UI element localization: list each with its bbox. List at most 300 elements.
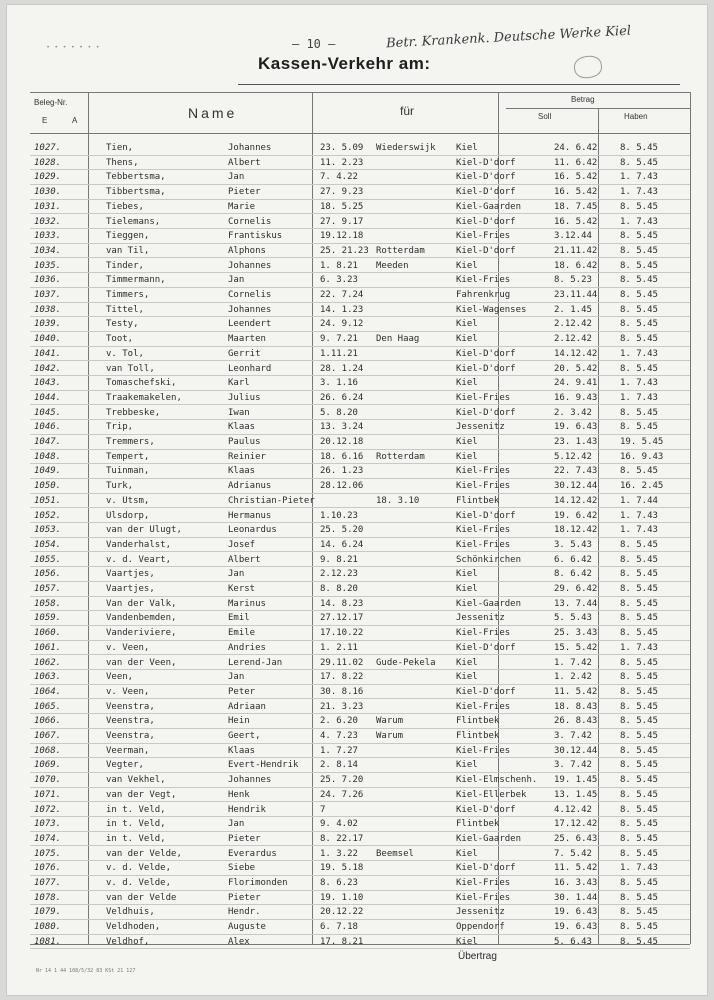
row-number: 1081. bbox=[34, 936, 62, 947]
row-soll: 6. 6.42 bbox=[554, 554, 592, 565]
row-haben: 8. 5.45 bbox=[620, 657, 658, 668]
row-surname: Tebbertsma, bbox=[106, 172, 166, 183]
row-number: 1067. bbox=[34, 731, 62, 741]
row-soll: 19. 1.45 bbox=[554, 775, 598, 786]
row-haben: 8. 5.45 bbox=[620, 716, 658, 727]
row-birth-date: 17. 8.22 bbox=[320, 672, 364, 683]
row-city: Jessenitz bbox=[456, 613, 505, 624]
row-birth-date: 26. 1.23 bbox=[320, 466, 364, 477]
row-number: 1032. bbox=[34, 216, 62, 227]
row-city: Kiel bbox=[456, 584, 478, 594]
row-city: Kiel-Ellerbek bbox=[456, 789, 527, 800]
row-given-name: Hendr. bbox=[228, 907, 261, 918]
row-soll: 19. 6.43 bbox=[554, 907, 598, 918]
row-haben: 8. 5.45 bbox=[620, 157, 658, 168]
col-header-soll: Soll bbox=[538, 112, 552, 121]
row-birth-date: 4. 7.23 bbox=[320, 731, 358, 741]
row-birth-date: 9. 4.02 bbox=[320, 819, 358, 830]
row-number: 1062. bbox=[34, 657, 62, 668]
row-number: 1046. bbox=[34, 422, 62, 433]
handwritten-note: Betr. Krankenk. Deutsche Werke Kiel bbox=[385, 23, 632, 52]
row-haben: 8. 5.45 bbox=[620, 201, 658, 212]
page-number: – 10 – bbox=[292, 37, 336, 51]
row-haben: 8. 5.45 bbox=[620, 804, 658, 815]
row-haben: 8. 5.45 bbox=[620, 907, 658, 918]
row-surname: Toot, bbox=[106, 334, 134, 345]
row-number: 1029. bbox=[34, 172, 62, 183]
row-given-name: Peter bbox=[228, 686, 256, 697]
row-surname: Vanderhalst, bbox=[106, 539, 172, 550]
row-given-name: Geert, bbox=[228, 731, 261, 741]
row-surname: Veldhof, bbox=[106, 936, 150, 947]
row-number: 1064. bbox=[34, 686, 62, 697]
row-surname: in t. Veld, bbox=[106, 804, 166, 815]
row-number: 1044. bbox=[34, 392, 62, 403]
row-birth-date: 18. 6.16 bbox=[320, 451, 364, 462]
row-city: Kiel bbox=[456, 760, 478, 771]
row-soll: 2.12.42 bbox=[554, 334, 592, 345]
row-soll: 13. 7.44 bbox=[554, 598, 598, 609]
row-birth-date: 24. 7.26 bbox=[320, 789, 364, 800]
row-birthplace: Rotterdam bbox=[376, 451, 425, 462]
row-given-name: Cornelis bbox=[228, 290, 272, 300]
row-rule bbox=[30, 228, 690, 229]
row-number: 1076. bbox=[34, 863, 62, 874]
row-soll: 7. 5.42 bbox=[554, 848, 592, 859]
row-haben: 1. 7.43 bbox=[620, 172, 658, 183]
ledger-page bbox=[6, 4, 708, 996]
row-soll: 24. 6.42 bbox=[554, 143, 598, 153]
row-soll: 1. 2.42 bbox=[554, 672, 592, 683]
row-city: Kiel bbox=[456, 936, 478, 947]
row-rule bbox=[30, 434, 690, 435]
row-rule bbox=[30, 948, 690, 949]
row-number: 1053. bbox=[34, 525, 62, 536]
row-number: 1066. bbox=[34, 716, 62, 727]
right-border bbox=[690, 92, 691, 944]
row-number: 1042. bbox=[34, 363, 62, 374]
row-soll: 19. 6.43 bbox=[554, 922, 598, 933]
row-given-name: Maarten bbox=[228, 334, 266, 345]
row-birthplace: Rotterdam bbox=[376, 245, 425, 256]
row-surname: Tuinman, bbox=[106, 466, 150, 477]
row-surname: v. Veen, bbox=[106, 686, 150, 697]
row-number: 1039. bbox=[34, 319, 62, 330]
row-birth-date: 30. 8.16 bbox=[320, 686, 364, 697]
row-haben: 8. 5.45 bbox=[620, 598, 658, 609]
row-rule bbox=[30, 243, 690, 244]
row-surname: Vaartjes, bbox=[106, 569, 155, 580]
row-haben: 1. 7.43 bbox=[620, 525, 658, 536]
row-birth-date: 7. 4.22 bbox=[320, 172, 358, 183]
row-haben: 1. 7.43 bbox=[620, 216, 658, 227]
row-surname: Turk, bbox=[106, 481, 134, 492]
row-city: Flintbek bbox=[456, 716, 500, 727]
row-soll: 19. 6.43 bbox=[554, 422, 598, 433]
row-number: 1061. bbox=[34, 642, 62, 653]
row-soll: 24. 9.41 bbox=[554, 378, 598, 389]
top-marks: · · · · · · · bbox=[46, 40, 100, 55]
row-surname: Vanderiviere, bbox=[106, 628, 177, 639]
row-given-name: Alphons bbox=[228, 245, 266, 256]
row-number: 1030. bbox=[34, 187, 62, 198]
row-haben: 8. 5.45 bbox=[620, 363, 658, 374]
row-surname: Timmers, bbox=[106, 290, 150, 300]
row-birth-date: 20.12.18 bbox=[320, 437, 364, 447]
row-haben: 1. 7.43 bbox=[620, 642, 658, 653]
row-given-name: Leonardus bbox=[228, 525, 277, 536]
row-birth-date: 9. 7.21 bbox=[320, 334, 358, 345]
row-haben: 8. 5.45 bbox=[620, 892, 658, 903]
col-header-betrag: Betrag bbox=[571, 95, 595, 104]
row-number: 1074. bbox=[34, 833, 62, 844]
row-birth-date: 6. 7.18 bbox=[320, 922, 358, 933]
row-soll: 29. 6.42 bbox=[554, 584, 598, 594]
row-city: Kiel-D'dorf bbox=[456, 157, 516, 168]
row-birth-date: 1.11.21 bbox=[320, 348, 358, 359]
row-haben: 8. 5.45 bbox=[620, 275, 658, 286]
row-soll: 26. 8.43 bbox=[554, 716, 598, 727]
row-haben: 1. 7.43 bbox=[620, 510, 658, 521]
row-city: Kiel-Wagenses bbox=[456, 304, 527, 315]
row-city: Kiel-Fries bbox=[456, 466, 511, 477]
row-surname: Vegter, bbox=[106, 760, 144, 771]
row-given-name: Lerend-Jan bbox=[228, 657, 283, 668]
row-haben: 8. 5.45 bbox=[620, 701, 658, 712]
row-haben: 8. 5.45 bbox=[620, 584, 658, 594]
row-birthplace: Meeden bbox=[376, 260, 409, 271]
header-top-line bbox=[30, 92, 690, 93]
row-soll: 16. 5.42 bbox=[554, 172, 598, 183]
row-birth-date: 2.12.23 bbox=[320, 569, 358, 580]
row-rule bbox=[30, 860, 690, 861]
row-number: 1068. bbox=[34, 745, 62, 756]
row-city: Kiel-Fries bbox=[456, 525, 511, 536]
row-number: 1047. bbox=[34, 437, 62, 447]
row-soll: 18. 6.42 bbox=[554, 260, 598, 271]
row-rule bbox=[30, 522, 690, 523]
row-birthplace: Wiederswijk bbox=[376, 143, 436, 153]
row-given-name: Cornelis bbox=[228, 216, 272, 227]
row-number: 1063. bbox=[34, 672, 62, 683]
row-rule bbox=[30, 581, 690, 582]
row-birth-date: 27. 9.17 bbox=[320, 216, 364, 227]
row-soll: 4.12.42 bbox=[554, 804, 592, 815]
row-haben: 8. 5.45 bbox=[620, 760, 658, 771]
row-rule bbox=[30, 213, 690, 214]
row-haben: 8. 5.45 bbox=[620, 304, 658, 315]
row-city: Kiel-D'dorf bbox=[456, 245, 516, 256]
row-surname: Trip, bbox=[106, 422, 134, 433]
row-number: 1077. bbox=[34, 878, 62, 888]
row-birth-date: 1. 3.22 bbox=[320, 848, 358, 859]
row-soll: 3. 7.42 bbox=[554, 760, 592, 771]
row-rule bbox=[30, 463, 690, 464]
row-soll: 2.12.42 bbox=[554, 319, 592, 330]
row-number: 1060. bbox=[34, 628, 62, 639]
row-city: Kiel-Fries bbox=[456, 745, 511, 756]
row-given-name: Pieter bbox=[228, 833, 261, 844]
row-city: Kiel-Fries bbox=[456, 275, 511, 286]
row-rule bbox=[30, 831, 690, 832]
row-rule bbox=[30, 728, 690, 729]
row-number: 1069. bbox=[34, 760, 62, 771]
row-city: Flintbek bbox=[456, 819, 500, 830]
row-given-name: Iwan bbox=[228, 407, 250, 418]
row-city: Oppendorf bbox=[456, 922, 505, 933]
row-birth-date: 19. 5.18 bbox=[320, 863, 364, 874]
row-soll: 23. 1.43 bbox=[554, 437, 598, 447]
row-given-name: Everardus bbox=[228, 848, 277, 859]
row-birth-date: 20.12.22 bbox=[320, 907, 364, 918]
stamp-mark bbox=[573, 54, 604, 80]
row-city: Kiel-D'dorf bbox=[456, 686, 516, 697]
row-surname: Traakemakelen, bbox=[106, 392, 182, 403]
row-birth-date: 17.10.22 bbox=[320, 628, 364, 639]
row-number: 1079. bbox=[34, 907, 62, 918]
row-rule bbox=[30, 404, 690, 405]
row-given-name: Karl bbox=[228, 378, 250, 389]
row-rule bbox=[30, 419, 690, 420]
row-haben: 8. 5.45 bbox=[620, 686, 658, 697]
row-number: 1051. bbox=[34, 495, 62, 506]
row-birth-date: 1.10.23 bbox=[320, 510, 358, 521]
row-soll: 8. 5.23 bbox=[554, 275, 592, 286]
row-number: 1048. bbox=[34, 451, 62, 462]
row-given-name: Auguste bbox=[228, 922, 266, 933]
row-soll: 15. 5.42 bbox=[554, 642, 598, 653]
row-soll: 16. 5.42 bbox=[554, 187, 598, 198]
row-haben: 16. 9.43 bbox=[620, 451, 664, 462]
row-city: Flintbek bbox=[456, 731, 500, 741]
row-given-name: Evert-Hendrik bbox=[228, 760, 299, 771]
row-given-name: Florimonden bbox=[228, 878, 288, 888]
row-city: Kiel-Gaarden bbox=[456, 833, 522, 844]
row-soll: 16. 3.43 bbox=[554, 878, 598, 888]
row-given-name: Leonhard bbox=[228, 363, 272, 374]
row-rule bbox=[30, 654, 690, 655]
row-haben: 8. 5.45 bbox=[620, 319, 658, 330]
row-city: Kiel-D'dorf bbox=[456, 216, 516, 227]
page-title: Kassen-Verkehr am: bbox=[258, 54, 431, 73]
row-haben: 8. 5.45 bbox=[620, 539, 658, 550]
row-soll: 1. 7.42 bbox=[554, 657, 592, 668]
row-surname: Tomaschefski, bbox=[106, 378, 177, 389]
row-birth-date: 23. 5.09 bbox=[320, 143, 364, 153]
row-city: Kiel-D'dorf bbox=[456, 348, 516, 359]
row-number: 1080. bbox=[34, 922, 62, 933]
row-birth-date: 14. 8.23 bbox=[320, 598, 364, 609]
row-birth-date: 5. 8.20 bbox=[320, 407, 358, 418]
row-given-name: Hermanus bbox=[228, 510, 272, 521]
row-soll: 30.12.44 bbox=[554, 481, 598, 492]
row-number: 1058. bbox=[34, 598, 62, 609]
row-city: Kiel bbox=[456, 672, 478, 683]
row-number: 1035. bbox=[34, 260, 62, 271]
row-surname: v. Utsm, bbox=[106, 495, 150, 506]
row-soll: 5. 5.43 bbox=[554, 613, 592, 624]
row-number: 1031. bbox=[34, 201, 62, 212]
row-rule bbox=[30, 302, 690, 303]
row-rule bbox=[30, 772, 690, 773]
row-given-name: Marinus bbox=[228, 598, 266, 609]
row-given-name: Reinier bbox=[228, 451, 266, 462]
row-rule bbox=[30, 934, 690, 935]
row-surname: v. d. Velde, bbox=[106, 863, 172, 874]
row-surname: in t. Veld, bbox=[106, 833, 166, 844]
row-haben: 8. 5.45 bbox=[620, 245, 658, 256]
row-city: Kiel bbox=[456, 378, 478, 389]
row-birth-date: 24. 9.12 bbox=[320, 319, 364, 330]
row-rule bbox=[30, 346, 690, 347]
row-soll: 3.12.44 bbox=[554, 231, 592, 242]
row-city: Kiel-Gaarden bbox=[456, 598, 522, 609]
row-given-name: Julius bbox=[228, 392, 261, 403]
row-number: 1040. bbox=[34, 334, 62, 345]
row-given-name: Hendrik bbox=[228, 804, 266, 815]
row-haben: 1. 7.44 bbox=[620, 495, 658, 506]
row-soll: 25. 3.43 bbox=[554, 628, 598, 639]
row-number: 1028. bbox=[34, 157, 62, 168]
row-given-name: Jan bbox=[228, 819, 245, 830]
row-birth-date: 22. 7.24 bbox=[320, 290, 364, 300]
row-number: 1037. bbox=[34, 290, 62, 300]
row-birth-date: 6. 3.23 bbox=[320, 275, 358, 286]
row-city: Kiel bbox=[456, 143, 478, 153]
row-given-name: Jan bbox=[228, 569, 245, 580]
row-surname: Tien, bbox=[106, 143, 134, 153]
row-given-name: Klaas bbox=[228, 422, 256, 433]
row-given-name: Albert bbox=[228, 554, 261, 565]
row-soll: 19. 6.42 bbox=[554, 510, 598, 521]
header-bottom-line bbox=[30, 133, 690, 134]
row-surname: Vaartjes, bbox=[106, 584, 155, 594]
row-number: 1033. bbox=[34, 231, 62, 242]
row-city: Kiel bbox=[456, 569, 478, 580]
row-soll: 30.12.44 bbox=[554, 745, 598, 756]
row-city: Kiel-Fries bbox=[456, 231, 511, 242]
row-city: Kiel-D'dorf bbox=[456, 642, 516, 653]
row-surname: v. Veen, bbox=[106, 642, 150, 653]
row-birth-date: 26. 6.24 bbox=[320, 392, 364, 403]
row-haben: 1. 7.43 bbox=[620, 187, 658, 198]
row-city: Kiel-Fries bbox=[456, 481, 511, 492]
row-number: 1041. bbox=[34, 348, 62, 359]
row-birth-date: 8. 22.17 bbox=[320, 833, 364, 844]
row-rule bbox=[30, 360, 690, 361]
row-city: Kiel-D'dorf bbox=[456, 863, 516, 874]
row-birth-date: 11. 2.23 bbox=[320, 157, 364, 168]
row-number: 1075. bbox=[34, 848, 62, 859]
row-birthplace: Warum bbox=[376, 716, 404, 727]
row-rule bbox=[30, 375, 690, 376]
row-birthplace: 18. 3.10 bbox=[376, 495, 420, 506]
row-number: 1073. bbox=[34, 819, 62, 830]
col-header-haben: Haben bbox=[624, 112, 648, 121]
row-city: Jessenitz bbox=[456, 422, 505, 433]
row-soll: 23.11.44 bbox=[554, 290, 598, 300]
row-city: Kiel-Fries bbox=[456, 701, 511, 712]
row-haben: 8. 5.45 bbox=[620, 819, 658, 830]
row-rule bbox=[30, 184, 690, 185]
row-city: Fahrenkrug bbox=[456, 290, 511, 300]
row-given-name: Henk bbox=[228, 789, 250, 800]
row-birth-date: 14. 6.24 bbox=[320, 539, 364, 550]
row-city: Kiel bbox=[456, 848, 478, 859]
row-birth-date: 25. 5.20 bbox=[320, 525, 364, 536]
row-rule bbox=[30, 537, 690, 538]
row-haben: 8. 5.45 bbox=[620, 775, 658, 786]
row-surname: Tittel, bbox=[106, 304, 144, 315]
row-birth-date: 25. 7.20 bbox=[320, 775, 364, 786]
row-haben: 8. 5.45 bbox=[620, 745, 658, 756]
row-rule bbox=[30, 257, 690, 258]
row-rule bbox=[30, 287, 690, 288]
row-soll: 18. 7.45 bbox=[554, 201, 598, 212]
row-given-name: Kerst bbox=[228, 584, 256, 594]
ubertrag-label: Übertrag bbox=[458, 951, 497, 962]
row-given-name: Emil bbox=[228, 613, 250, 624]
row-haben: 19. 5.45 bbox=[620, 437, 664, 447]
row-birth-date: 25. 21.23 bbox=[320, 245, 369, 256]
row-given-name: Klaas bbox=[228, 466, 256, 477]
row-rule bbox=[30, 816, 690, 817]
row-city: Kiel bbox=[456, 334, 478, 345]
row-surname: van der Ulugt, bbox=[106, 525, 182, 536]
row-city: Kiel-D'dorf bbox=[456, 407, 516, 418]
row-haben: 1. 7.43 bbox=[620, 378, 658, 389]
row-birth-date: 28. 1.24 bbox=[320, 363, 364, 374]
row-haben: 8. 5.45 bbox=[620, 290, 658, 300]
row-city: Jessenitz bbox=[456, 907, 505, 918]
row-rule bbox=[30, 684, 690, 685]
row-surname: Veldhuis, bbox=[106, 907, 155, 918]
row-number: 1059. bbox=[34, 613, 62, 624]
row-rule bbox=[30, 169, 690, 170]
row-soll: 11. 5.42 bbox=[554, 686, 598, 697]
row-soll: 2. 3.42 bbox=[554, 407, 592, 418]
row-surname: Tibbertsma, bbox=[106, 187, 166, 198]
row-soll: 16. 5.42 bbox=[554, 216, 598, 227]
row-rule bbox=[30, 272, 690, 273]
row-given-name: Hein bbox=[228, 716, 250, 727]
row-given-name: Siebe bbox=[228, 863, 256, 874]
row-soll: 11. 6.42 bbox=[554, 157, 598, 168]
row-soll: 20. 5.42 bbox=[554, 363, 598, 374]
row-birth-date: 13. 3.24 bbox=[320, 422, 364, 433]
row-rule bbox=[30, 551, 690, 552]
col-header-beleg: Beleg-Nr. bbox=[34, 98, 68, 107]
row-haben: 8. 5.45 bbox=[620, 260, 658, 271]
row-number: 1052. bbox=[34, 510, 62, 521]
row-surname: van der Veen, bbox=[106, 657, 177, 668]
row-given-name: Johannes bbox=[228, 304, 272, 315]
row-surname: van Vekhel, bbox=[106, 775, 166, 786]
printer-line: Nr 14 1 44 108/5/32 83 KSt 21 127 bbox=[36, 968, 136, 974]
row-soll: 3. 7.42 bbox=[554, 731, 592, 741]
row-given-name: Adrianus bbox=[228, 481, 272, 492]
row-surname: Vandenbemden, bbox=[106, 613, 177, 624]
row-haben: 8. 5.45 bbox=[620, 143, 658, 153]
row-surname: Veldhoden, bbox=[106, 922, 161, 933]
row-number: 1043. bbox=[34, 378, 62, 389]
row-birthplace: Gude-Pekela bbox=[376, 657, 436, 668]
row-rule bbox=[30, 698, 690, 699]
row-haben: 8. 5.45 bbox=[620, 466, 658, 477]
row-given-name: Marie bbox=[228, 201, 256, 212]
row-city: Kiel-Fries bbox=[456, 628, 511, 639]
row-haben: 8. 5.45 bbox=[620, 569, 658, 580]
